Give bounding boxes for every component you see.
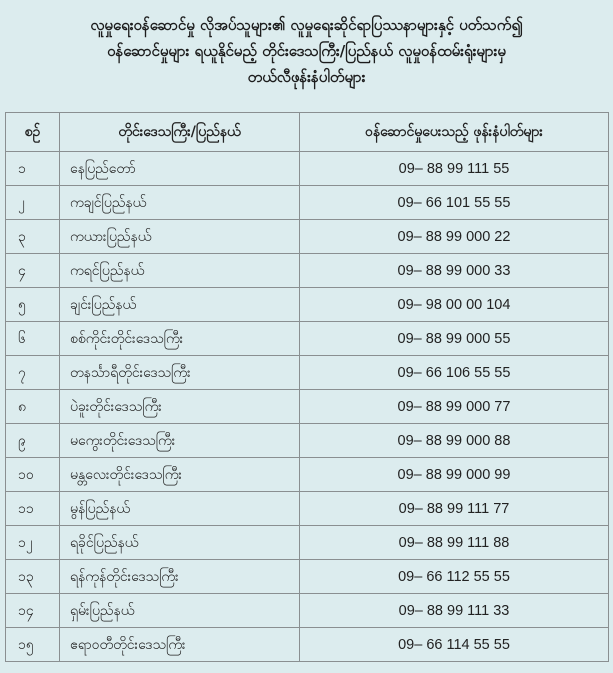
- region-name: တနင်္သာရီတိုင်းဒေသကြီး: [60, 356, 300, 390]
- phone-number: 09– 66 112 55 55: [300, 560, 609, 594]
- row-number: ၄: [6, 254, 60, 288]
- phone-number: 09– 88 99 000 88: [300, 424, 609, 458]
- table-row: [6, 390, 609, 424]
- phone-number: 09– 88 99 000 77: [300, 390, 609, 424]
- page-title: [0, 0, 613, 98]
- table-row: [6, 288, 609, 322]
- phone-number: 09– 88 99 000 55: [300, 322, 609, 356]
- table-row: [6, 526, 609, 560]
- phone-number: 09– 88 99 000 22: [300, 220, 609, 254]
- table-body: [6, 152, 609, 662]
- region-name: ချင်းပြည်နယ်: [60, 288, 300, 322]
- phone-number: 09– 88 99 111 77: [300, 492, 609, 526]
- region-name: ရှမ်းပြည်နယ်: [60, 594, 300, 628]
- phone-number: 09– 98 00 00 104: [300, 288, 609, 322]
- table-row: [6, 356, 609, 390]
- row-number: ၁၂: [6, 526, 60, 560]
- title-line-1: လူမှုရေးဝန်ဆောင်မှု လိုအပ်သူများ၏ လူမှုရေးဆိုင်ရာပြဿနာများနှင့် ပတ်သက်၍: [90, 16, 523, 34]
- table-row: [6, 186, 609, 220]
- row-number: ၂: [6, 186, 60, 220]
- phone-table: [5, 112, 609, 662]
- region-name: ကချင်ပြည်နယ်: [60, 186, 300, 220]
- row-number: ၁: [6, 152, 60, 186]
- phone-number: 09– 88 99 111 88: [300, 526, 609, 560]
- row-number: ၁၀: [6, 458, 60, 492]
- title-line-3: တယ်လီဖုန်းနံပါတ်များ: [247, 68, 366, 86]
- table-row: [6, 424, 609, 458]
- phone-number: 09– 66 101 55 55: [300, 186, 609, 220]
- table-row: [6, 322, 609, 356]
- title-line-2: ဝန်ဆောင်မှုများ ရယူနိုင်မည့် တိုင်းဒေသကြီး/ပြည်နယ် လူမှုဝန်ထမ်းရုံးများမှ: [107, 42, 506, 60]
- row-number: ၆: [6, 322, 60, 356]
- region-name: ရခိုင်ပြည်နယ်: [60, 526, 300, 560]
- header-no: စဉ်: [6, 113, 60, 152]
- row-number: ၈: [6, 390, 60, 424]
- table-row: [6, 594, 609, 628]
- phone-number: 09– 66 114 55 55: [300, 628, 609, 662]
- row-number: ၁၄: [6, 594, 60, 628]
- row-number: ၇: [6, 356, 60, 390]
- phone-number: 09– 66 106 55 55: [300, 356, 609, 390]
- table-row: [6, 152, 609, 186]
- row-number: ၁၅: [6, 628, 60, 662]
- region-name: ရန်ကုန်တိုင်းဒေသကြီး: [60, 560, 300, 594]
- header-phone: ဝန်ဆောင်မှုပေးသည့် ဖုန်းနံပါတ်များ: [300, 113, 609, 152]
- table-row: [6, 254, 609, 288]
- region-name: ကယားပြည်နယ်: [60, 220, 300, 254]
- region-name: နေပြည်တော်: [60, 152, 300, 186]
- region-name: ပဲခူးတိုင်းဒေသကြီး: [60, 390, 300, 424]
- row-number: ၅: [6, 288, 60, 322]
- row-number: ၃: [6, 220, 60, 254]
- region-name: မန္တလေးတိုင်းဒေသကြီး: [60, 458, 300, 492]
- header-region: တိုင်းဒေသကြီး/ပြည်နယ်: [60, 113, 300, 152]
- phone-number: 09– 88 99 000 33: [300, 254, 609, 288]
- table-row: [6, 492, 609, 526]
- phone-number: 09– 88 99 111 55: [300, 152, 609, 186]
- region-name: ကရင်ပြည်နယ်: [60, 254, 300, 288]
- table-row: [6, 458, 609, 492]
- row-number: ၉: [6, 424, 60, 458]
- table-row: [6, 628, 609, 662]
- region-name: မကွေးတိုင်းဒေသကြီး: [60, 424, 300, 458]
- table-row: [6, 220, 609, 254]
- region-name: ဧရာဝတီတိုင်းဒေသကြီး: [60, 628, 300, 662]
- row-number: ၁၃: [6, 560, 60, 594]
- phone-number: 09– 88 99 000 99: [300, 458, 609, 492]
- phone-number: 09– 88 99 111 33: [300, 594, 609, 628]
- row-number: ၁၁: [6, 492, 60, 526]
- table-header-row: [6, 113, 609, 152]
- region-name: စစ်ကိုင်းတိုင်းဒေသကြီး: [60, 322, 300, 356]
- table-row: [6, 560, 609, 594]
- region-name: မွန်ပြည်နယ်: [60, 492, 300, 526]
